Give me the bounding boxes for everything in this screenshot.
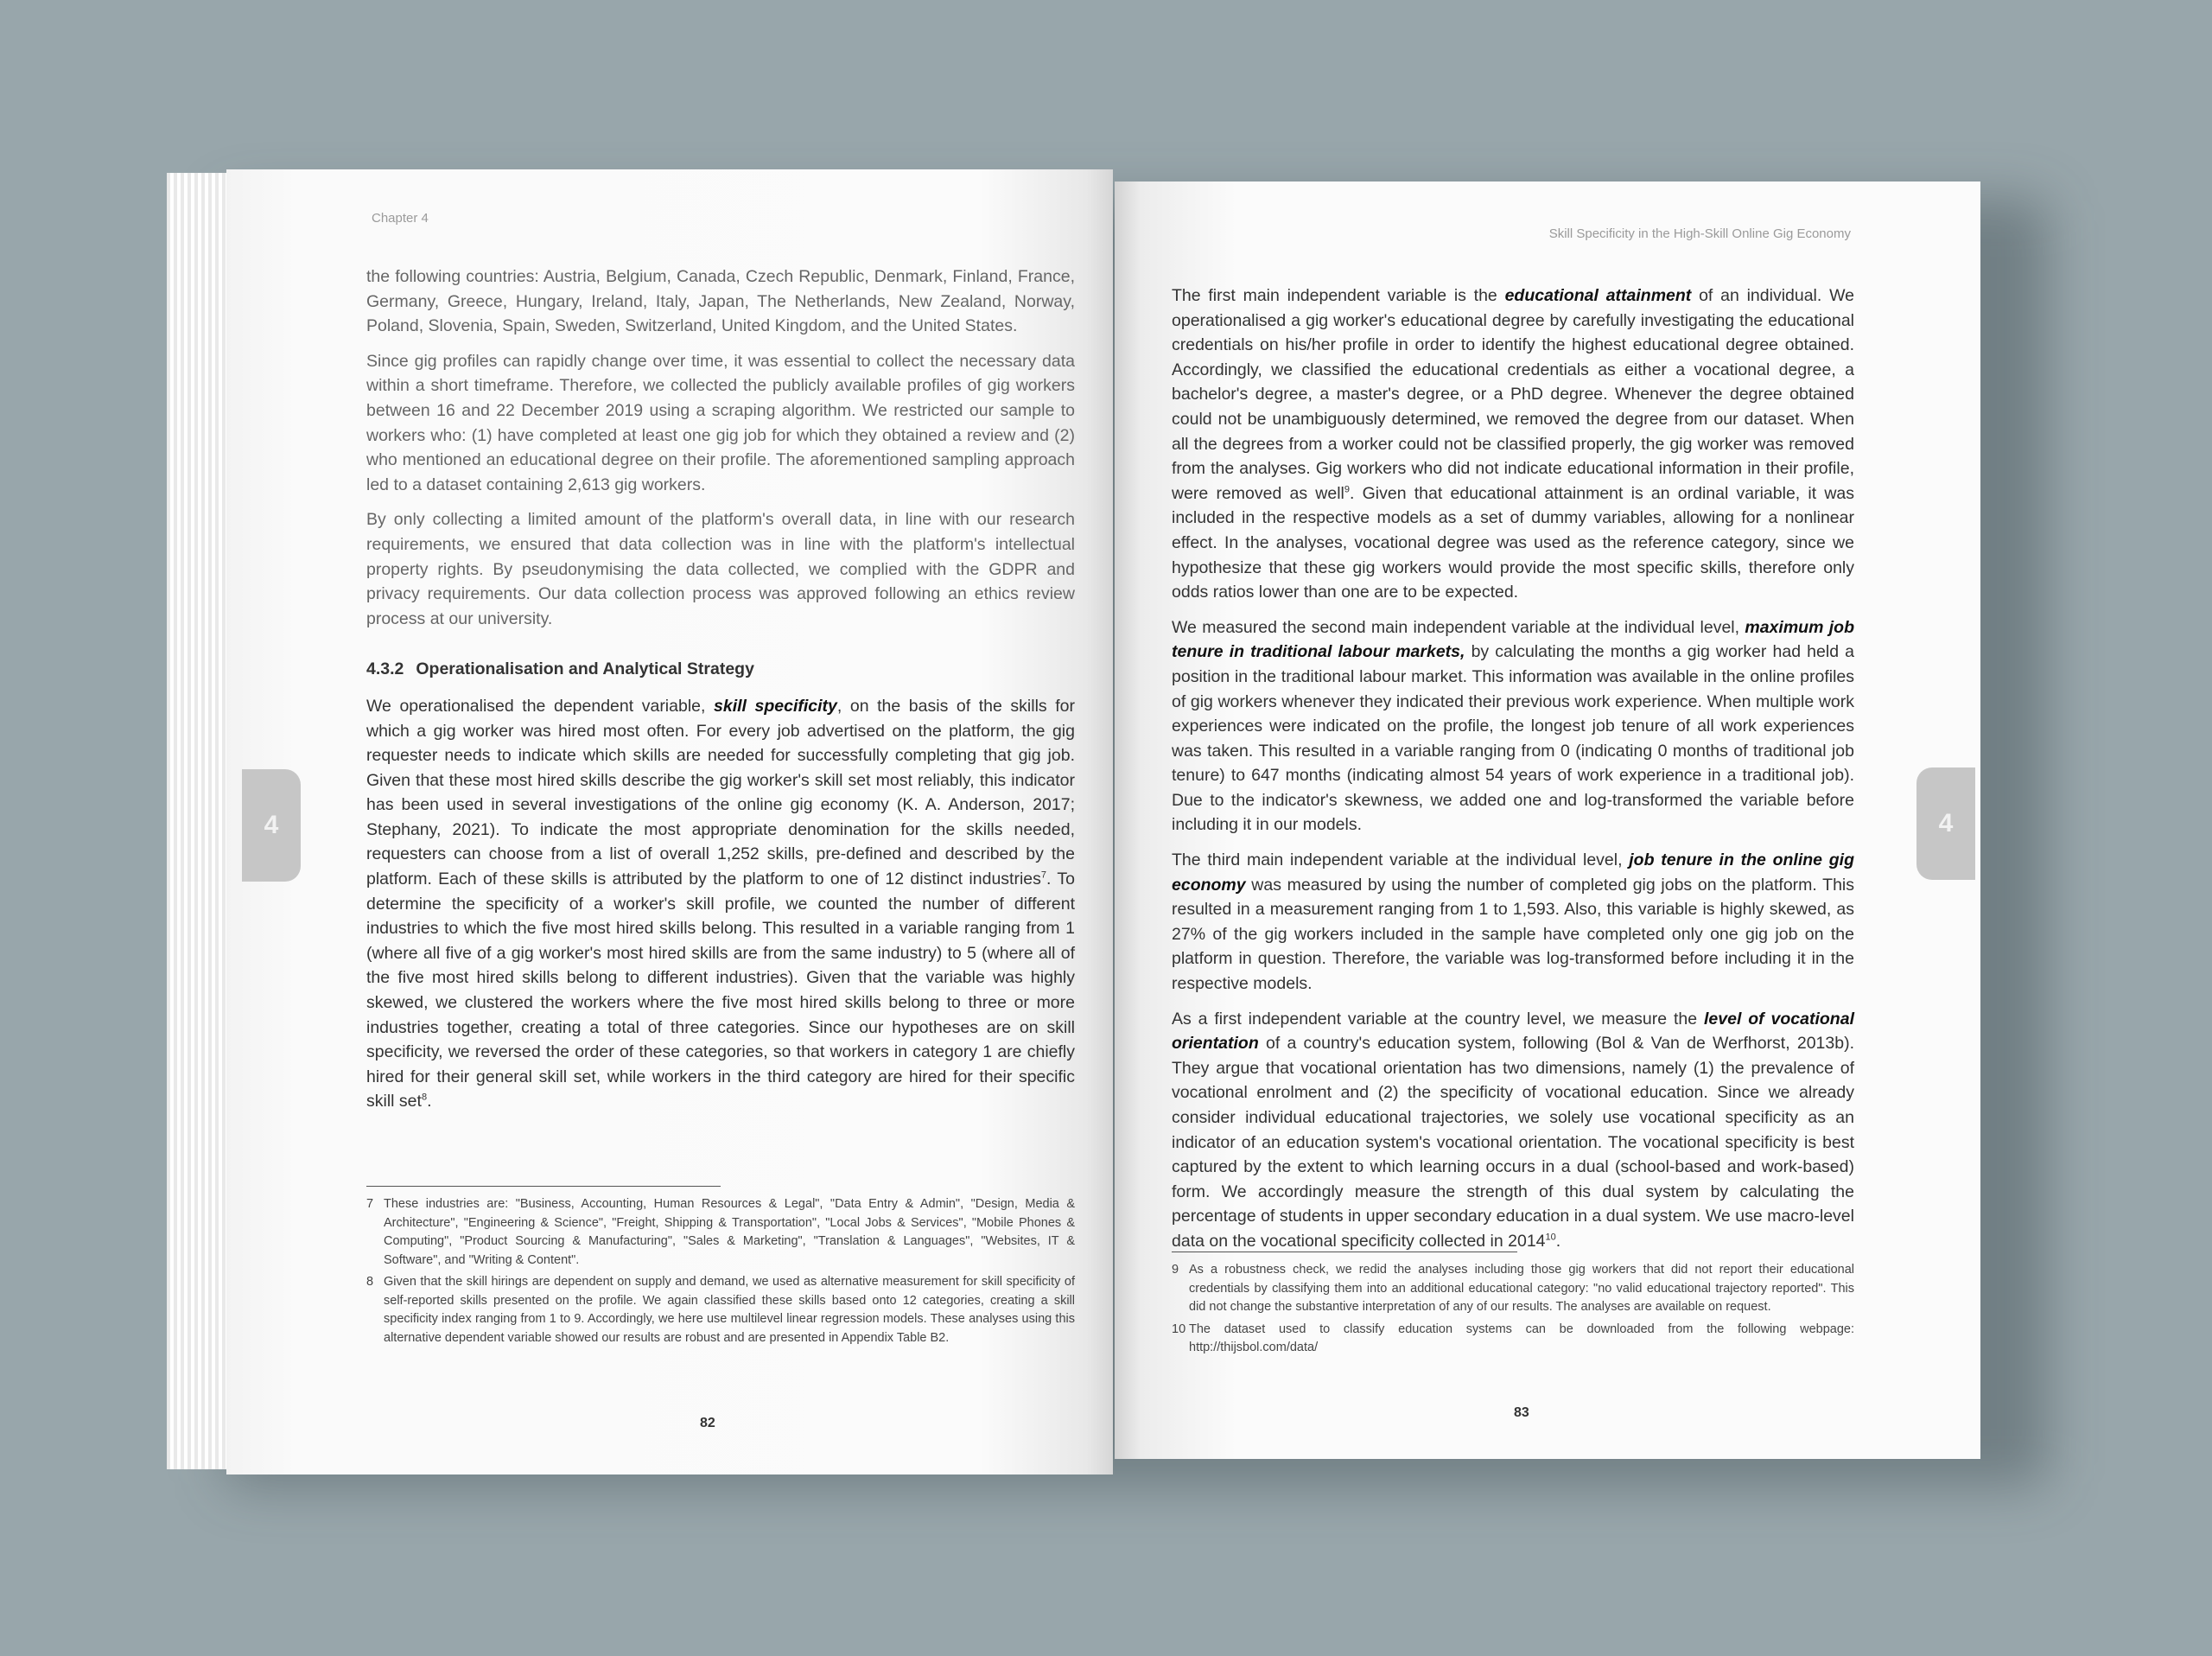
- footnote-ref: 10: [1545, 1232, 1556, 1243]
- text-run: of a country's education system, following (Bol & Van de Werfhorst, 2013b). They argue that vocational orientation has two dimensions, namely (1) the prevalence of vocational enrolment and (2) the specificity of vocational education. Since we already consider individual educational trajectories, we solely use vocational specificity as an indicator of an education system's vocational orientation. The vocational specificity is best captured by the extent to which learning occurs in a dual (school-based and work-based) form. We accordingly measure the strength of this dual system by calculating the percentage of students in upper secondary education in a dual system. We use macro-level data on the vocational specificity collected in 2014: [1172, 1034, 1854, 1251]
- text-run: .: [1555, 1231, 1561, 1251]
- footnote-text: Given that the skill hirings are dependent on supply and demand, we used as alternative measurement for skill specificity of self-reported skills presented on the profile. We again classified these skills based onto 12 categories, creating a skill specificity index ranging from 1 to 9. Accordingly, we here use multilevel linear regression models. These analyses using this alternative dependent variable showed our results are robust and are presented in Appendix Table B2.: [384, 1275, 1075, 1345]
- text-run: . Given that educational attainment is an ordinal variable, it was included in the respective models as a set of dummy variables, allowing for a nonlinear effect. In the analyses, vocational degree was used as the reference category, since we hypothesize that these gig workers would provide the most specific skills, therefore only odds ratios lower than one are to be expected.: [1172, 483, 1855, 602]
- footnote-text: The dataset used to classify education systems can be downloaded from the following webpage: http://thijsbol.com/data/: [1189, 1322, 1854, 1354]
- running-head-right: Skill Specificity in the High-Skill Online Gig Economy: [1548, 226, 1851, 241]
- section-heading: [366, 657, 1075, 682]
- emphasis: maximum job tenure in traditional labour markets,: [1172, 617, 1854, 662]
- emphasis: level of vocational orientation: [1172, 1009, 1854, 1054]
- footnote-text: These industries are: "Business, Accounting, Human Resources & Legal", "Data Entry & Admin", "Design, Media & Architecture", "Engineering & Science", "Freight, Shipping & Transportation", "Local Jobs & Services", "Mobile Phones & Computing", "Product Sourcing & Manufacturing", "Sales & Marketing", "Translation & Languages", "Websites, IT & Software", and "Writing & Content".: [384, 1197, 1075, 1267]
- text-run: . To determine the specificity of a worker's skill profile, we counted the number of different industries to which the five most hired skills belong. This resulted in a variable ranging from 1 (where all five of a gig worker's most hired skills are from the same industry) to 5 (where all of the five most hired skills belong to different industries). Given that the variable was highly skewed, we clustered the workers where the five most hired skills belong to three or more industries together, creating a total of three categories. Since our hypotheses are on skill specificity, we reversed the order of these categories, so that workers in category 1 are chiefly hired for their general skill set, while workers in the third category are hired for their specific skill set: [366, 869, 1075, 1111]
- text-run: As a first independent variable at the country level, we measure the: [1172, 1009, 1704, 1029]
- text-run: .: [427, 1092, 432, 1111]
- text-run: of an individual. We operationalised a gig worker's educational degree by carefully investigating the educational credentials on his/her profile in order to identify the highest educational degree obtained. Accordingly, we classified the educational credentials as either a vocational degree, a bachelor's degree, a master's degree, or a PhD degree. Whenever the degree obtained could not be unambiguously determined, we removed the degree from our dataset. When all the degrees from a worker could not be classified properly, the gig worker was removed from the analyses. Gig workers who did not indicate educational information in their profile, were removed as well: [1172, 286, 1854, 503]
- chapter-tab-right: 4: [1916, 767, 1975, 880]
- running-head-left: Chapter 4: [372, 211, 429, 226]
- emphasis: skill specificity: [714, 696, 837, 716]
- text-run: We measured the second main independent variable at the individual level,: [1172, 617, 1745, 637]
- right-page: [1115, 182, 1980, 1459]
- footnote: [366, 1273, 1075, 1347]
- footnote-ref: 9: [1344, 484, 1351, 495]
- right-page-body: [1172, 283, 1854, 1264]
- footnote-number: 9: [1172, 1263, 1179, 1277]
- footnote: [1172, 1261, 1854, 1317]
- footnote: [1172, 1321, 1854, 1358]
- right-footnotes: [1172, 1252, 1854, 1361]
- paragraph: [1172, 1007, 1854, 1254]
- text-run: The first main independent variable is the: [1172, 286, 1505, 305]
- text-run: We operationalised the dependent variable,: [366, 696, 714, 716]
- left-page-body: [366, 264, 1075, 1124]
- page-number-left: 82: [700, 1416, 715, 1430]
- paragraph: the following countries: Austria, Belgium, Canada, Czech Republic, Denmark, Finland, France, Germany, Greece, Hungary, Ireland, Italy, Japan, The Netherlands, New Zealand, Norway, Poland, Slovenia, Spain, Sweden, Switzerland, United Kingdom, and the United States.: [366, 267, 1075, 336]
- paragraph: By only collecting a limited amount of the platform's overall data, in line with our research requirements, we ensured that data collection was in line with the platform's intellectual property rights. By pseudonymising the data collected, we complied with the GDPR and privacy requirements. Our data collection process was approved following an ethics review process at our university.: [366, 510, 1075, 628]
- section-title: Operationalisation and Analytical Strategy: [416, 659, 754, 679]
- footnote: [366, 1195, 1075, 1270]
- left-footnotes: [366, 1186, 1075, 1351]
- section-number: 4.3.2: [366, 659, 404, 679]
- page-edges: [167, 173, 236, 1469]
- chapter-tab-left: 4: [242, 769, 301, 882]
- page-number-right: 83: [1514, 1405, 1529, 1420]
- footnote-divider: [366, 1186, 721, 1187]
- footnote-ref: 8: [421, 1092, 428, 1103]
- paragraph: [1172, 615, 1854, 838]
- text-run: The third main independent variable at the individual level,: [1172, 850, 1630, 870]
- footnote-text: As a robustness check, we redid the analyses including those gig workers that did not report their educational credentials by classifying them into an additional educational category: "no valid educational trajectory reported". This did not change the substantive interpretation of any of our results. The analyses are available on request.: [1189, 1263, 1854, 1314]
- text-run: was measured by using the number of completed gig jobs on the platform. This resulted in a measurement ranging from 1 to 1,593. Also, this variable is highly skewed, as 27% of the gig workers included in the sample have completed only one gig job on the platform in question. Therefore, the variable was log-transformed before including it in the respective models.: [1172, 875, 1854, 994]
- text-run: , on the basis of the skills for which a gig worker was hired most often. For every job advertised on the platform, the gig requester needs to indicate which skills are needed for successfully completing that gig job. Given that these most hired skills describe the gig worker's skill set most reliably, this indicator has been used in several investigations of the online gig economy (K. A. Anderson, 2017; Stephany, 2021). To indicate the most appropriate denomination for the skills needed, requesters can choose from a list of overall 1,252 skills, pre-defined and described by the platform. Each of these skills is attributed by the platform to one of 12 distinct industries: [366, 696, 1075, 889]
- footnote-number: 7: [366, 1197, 374, 1211]
- paragraph: Since gig profiles can rapidly change over time, it was essential to collect the necessary data within a short timeframe. Therefore, we collected the publicly available profiles of gig workers between 16 and 22 December 2019 using a scraping algorithm. We restricted our sample to workers who: (1) have completed at least one gig job for which they obtained a review and (2) who mentioned an educational degree on their profile. The aforementioned sampling approach led to a dataset containing 2,613 gig workers.: [366, 351, 1075, 494]
- footnote-ref: 7: [1040, 869, 1046, 881]
- emphasis: job tenure in the online gig economy: [1172, 850, 1854, 895]
- text-run: by calculating the months a gig worker had held a position in the traditional labour market. This information was available in the online profiles of gig workers whenever they indicated their previous work experience. When multiple work experiences were indicated on the profile, the longest job tenure of all work experiences was taken. This resulted in a variable ranging from 0 (indicating 0 months of traditional job tenure) to 647 months (indicating almost 54 years of work experience in a traditional job). Due to the indicator's skewness, we added one and log-transformed the variable before including it in our models.: [1172, 642, 1855, 835]
- emphasis: educational attainment: [1504, 286, 1692, 305]
- footnote-number: 8: [366, 1275, 374, 1289]
- footnote-number: 10: [1172, 1322, 1186, 1336]
- paragraph: [366, 694, 1075, 1114]
- paragraph: [1172, 283, 1854, 605]
- left-page: [226, 169, 1113, 1474]
- paragraph: [1172, 848, 1854, 997]
